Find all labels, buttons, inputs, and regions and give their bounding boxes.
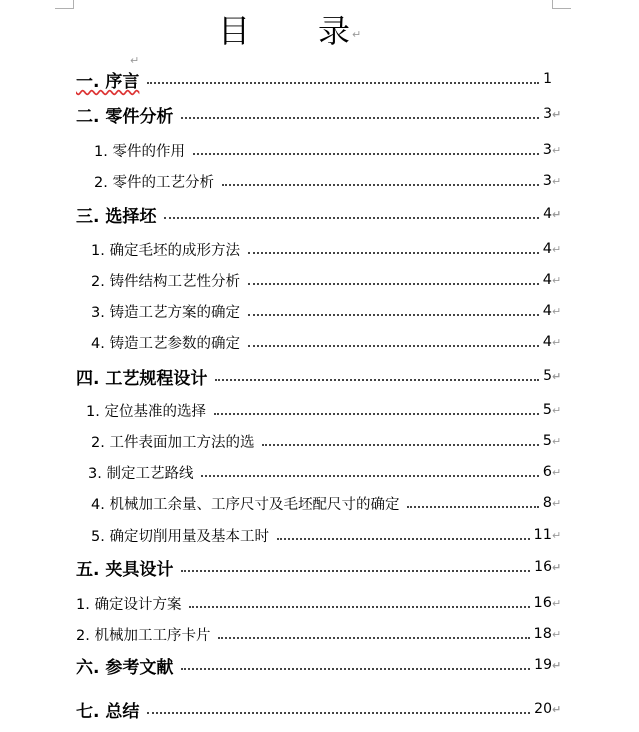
toc-leader-dots [248, 269, 539, 285]
toc-entry-page: 18 [533, 626, 552, 642]
toc-leader-dots [181, 654, 530, 670]
paragraph-mark-icon: ↵ [130, 54, 140, 67]
toc-entry-label: 五. 夹具设计 [76, 559, 174, 580]
toc-entry-label: 4. 铸造工艺参数的确定 [91, 335, 240, 352]
toc-entry[interactable] [76, 653, 562, 677]
toc-leader-dots [248, 331, 539, 347]
toc-entry-label: 三. 选择坯 [76, 206, 157, 227]
paragraph-mark-icon: ↵ [552, 207, 562, 221]
toc-entry[interactable] [76, 364, 562, 388]
toc-entry-page: 16 [533, 595, 552, 611]
toc-entry-page: 8 [542, 495, 552, 511]
toc-entry[interactable] [76, 622, 562, 646]
toc-leader-dots [201, 461, 538, 477]
toc-entry[interactable] [76, 591, 562, 615]
toc-entry-label: 1. 定位基准的选择 [86, 403, 206, 420]
page-corner-mark-right [552, 0, 571, 9]
toc-leader-dots [277, 524, 530, 540]
toc-entry-label: 四. 工艺规程设计 [76, 368, 208, 389]
paragraph-mark-icon: ↵ [552, 242, 562, 256]
toc-entry-page: 5 [542, 433, 552, 449]
toc-entry-page: 1 [543, 71, 552, 87]
toc-entry-label: 七. 总结 [76, 701, 140, 722]
toc-entry[interactable] [91, 429, 562, 453]
toc-entry[interactable] [91, 237, 562, 261]
toc-entry-page: 4 [543, 206, 552, 222]
toc-entry[interactable] [76, 202, 562, 226]
toc-entry-page: 6 [542, 464, 552, 480]
toc-entry-label: 二. 零件分析 [76, 106, 174, 127]
toc-entry[interactable] [88, 460, 562, 484]
paragraph-mark-icon: ↵ [552, 702, 562, 716]
toc-entry-page: 4 [542, 272, 552, 288]
toc-entry[interactable] [94, 138, 562, 162]
paragraph-mark-icon: ↵ [552, 658, 562, 672]
toc-entry[interactable] [86, 398, 562, 422]
toc-entry-label: 1. 确定设计方案 [76, 596, 182, 613]
paragraph-mark-icon: ↵ [552, 596, 562, 610]
toc-entry-label: 六. 参考文献 [76, 657, 174, 678]
toc-entry[interactable] [91, 268, 562, 292]
toc-title-char-1: 目 [218, 12, 251, 50]
toc-entry-page: 4 [542, 303, 552, 319]
toc-entry-label: 1. 零件的作用 [94, 143, 185, 160]
toc-entry[interactable] [91, 330, 562, 354]
toc-entry[interactable] [91, 299, 562, 323]
toc-entry-page: 3 [542, 173, 552, 189]
paragraph-mark-icon: ↵ [552, 369, 562, 383]
paragraph-mark-icon: ↵ [552, 560, 562, 574]
toc-leader-dots [262, 430, 538, 446]
paragraph-mark-icon: ↵ [552, 273, 562, 287]
paragraph-mark-icon: ↵ [552, 174, 562, 188]
paragraph-mark-icon: ↵ [552, 143, 562, 157]
paragraph-mark-icon: ↵ [552, 107, 562, 121]
paragraph-mark-icon: ↵ [552, 465, 562, 479]
toc-entry-page: 20 [534, 701, 552, 717]
toc-entry-label: 3. 制定工艺路线 [88, 465, 194, 482]
paragraph-mark-icon: ↵ [552, 496, 562, 510]
toc-leader-dots [248, 300, 539, 316]
toc-entry-label: 一. 序言 [76, 71, 140, 92]
toc-entry[interactable] [76, 67, 552, 91]
paragraph-mark-icon: ↵ [552, 434, 562, 448]
toc-entry-label: 2. 机械加工工序卡片 [76, 627, 211, 644]
toc-entry[interactable] [76, 102, 562, 126]
toc-leader-dots [181, 103, 539, 119]
toc-entry[interactable] [94, 169, 562, 193]
paragraph-mark-icon: ↵ [552, 335, 562, 349]
toc-entry-page: 19 [534, 657, 552, 673]
paragraph-mark-icon: ↵ [552, 403, 562, 417]
paragraph-mark-icon: ↵ [552, 528, 562, 542]
toc-leader-dots [193, 139, 539, 155]
toc-leader-dots [147, 68, 539, 84]
toc-entry-label: 5. 确定切削用量及基本工时 [91, 528, 269, 545]
toc-entry-page: 5 [542, 402, 552, 418]
toc-leader-dots [214, 399, 539, 415]
toc-entry[interactable] [76, 697, 562, 721]
toc-leader-dots [189, 592, 529, 608]
toc-leader-dots [407, 492, 538, 508]
toc-entry-label: 3. 铸造工艺方案的确定 [91, 304, 240, 321]
toc-entry-page: 4 [542, 334, 552, 350]
toc-entry-label: 1. 确定毛坯的成形方法 [91, 242, 240, 259]
toc-leader-dots [215, 365, 539, 381]
toc-entry-label: 2. 工件表面加工方法的选 [91, 434, 255, 451]
toc-entry-label: 4. 机械加工余量、工序尺寸及毛坯配尺寸的确定 [91, 496, 400, 513]
toc-leader-dots [218, 623, 529, 639]
toc-entry[interactable] [91, 491, 562, 515]
toc-leader-dots [248, 238, 539, 254]
toc-entry-page: 3 [543, 106, 552, 122]
toc-entry-page: 16 [534, 559, 552, 575]
paragraph-mark-icon: ↵ [552, 304, 562, 318]
toc-leader-dots [147, 698, 530, 714]
toc-entry-page: 5 [543, 368, 552, 384]
toc-entry-label: 2. 铸件结构工艺性分析 [91, 273, 240, 290]
toc-title-char-2: 录 [318, 12, 351, 50]
toc-entry-page: 4 [542, 241, 552, 257]
toc-entry-page: 11 [533, 527, 552, 543]
page-corner-mark-left [55, 0, 74, 9]
toc-leader-dots [222, 170, 539, 186]
paragraph-mark-icon: ↵ [552, 627, 562, 641]
toc-leader-dots [181, 556, 530, 572]
toc-entry[interactable] [91, 523, 562, 547]
toc-entry[interactable] [76, 555, 562, 579]
toc-entry-label: 2. 零件的工艺分析 [94, 174, 214, 191]
paragraph-mark-icon: ↵ [352, 28, 362, 41]
toc-entry-page: 3 [542, 142, 552, 158]
toc-leader-dots [164, 203, 539, 219]
